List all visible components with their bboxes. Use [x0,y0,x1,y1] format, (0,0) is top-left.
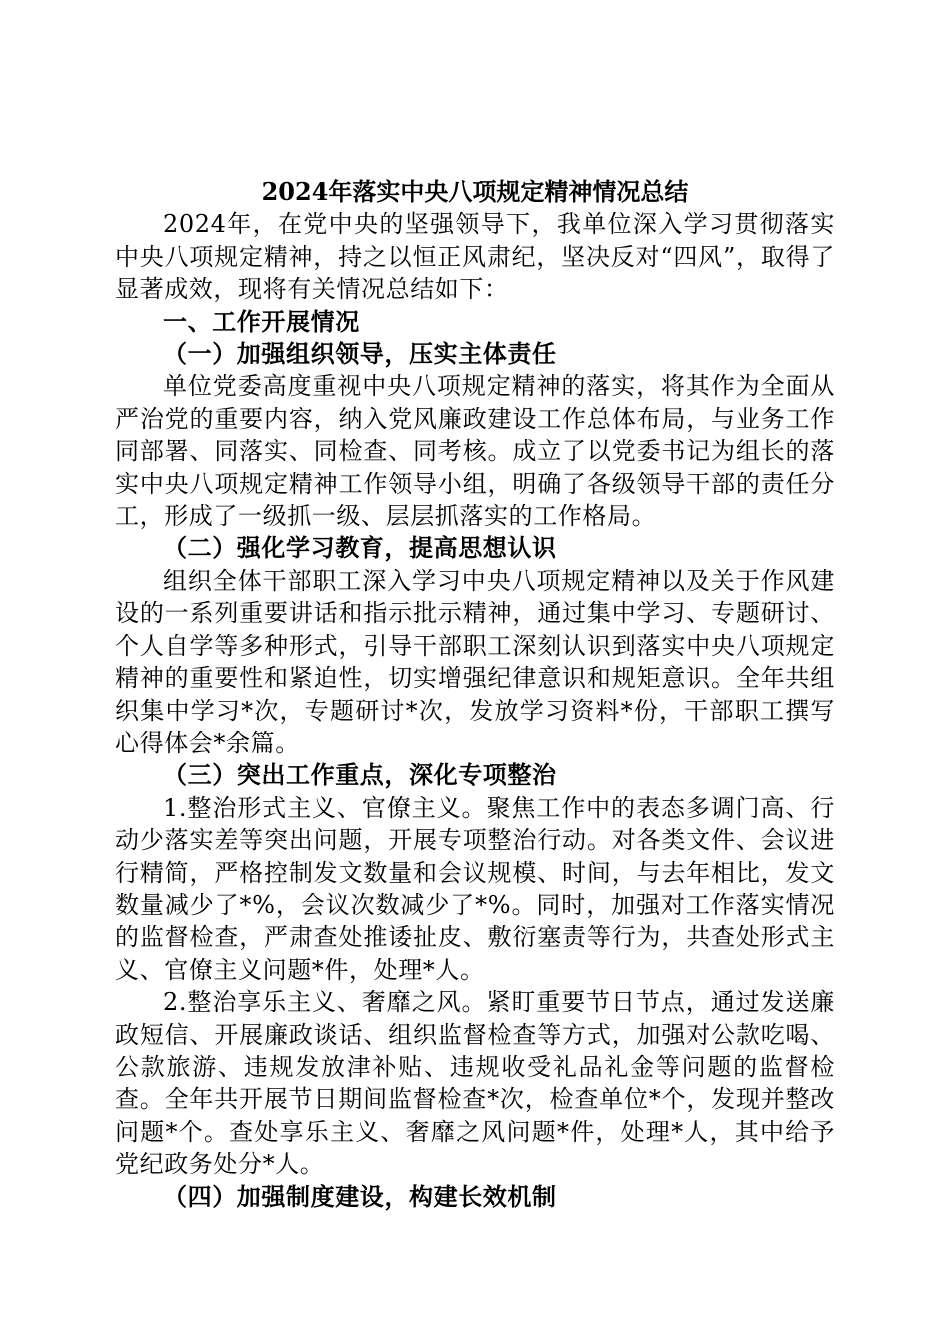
subsection-1-paragraph: 单位党委高度重视中央八项规定精神的落实，将其作为全面从严治党的重要内容，纳入党风廉政建设工作总体布局，与业务工作同部署、同落实、同检查、同考核。成立了以党委书记为组长的落实中央八项规定精神工作领导小组，明确了各级领导干部的责任分工，形成了一级抓一级、层层抓落实的工作格局。 [115,372,835,531]
subsection-heading-4: （四）加强制度建设，构建长效机制 [163,1182,557,1211]
subsection-heading-3: （三）突出工作重点，深化专项整治 [163,761,557,790]
subsection-2-paragraph: 组织全体干部职工深入学习中央八项规定精神以及关于作风建设的一系列重要讲话和指示批示精神，通过集中学习、专题研讨、个人自学等多种形式，引导干部职工深刻认识到落实中央八项规定精神的重要性和紧迫性，切实增强纪律意识和规矩意识。全年共组织集中学习*次，专题研讨*次，发放学习资料*份，干部职工撰写心得体会*余篇。 [115,566,835,757]
subsection-3-item-2: 2.整治享乐主义、奢靡之风。紧盯重要节日节点，通过发送廉政短信、开展廉政谈话、组织监督检查等方式，加强对公款吃喝、公款旅游、违规发放津补贴、违规收受礼品礼金等问题的监督检查。全年共开展节日期间监督检查*次，检查单位*个，发现并整改问题*个。查处享乐主义、奢靡之风问题*件，处理*人，其中给予党纪政务处分*人。 [115,988,835,1179]
subsection-3-item-1: 1.整治形式主义、官僚主义。聚焦工作中的表态多调门高、行动少落实差等突出问题，开展专项整治行动。对各类文件、会议进行精简，严格控制发文数量和会议规模、时间，与去年相比，发文数量减少了*%，会议次数减少了*%。同时，加强对工作落实情况的监督检查，严肃查处推诿扯皮、敷衍塞责等行为，共查处形式主义、官僚主义问题*件，处理*人。 [115,793,835,984]
subsection-heading-1: （一）加强组织领导，压实主体责任 [163,340,557,369]
subsection-heading-2: （二）强化学习教育，提高思想认识 [163,534,557,563]
document-body [115,176,835,1213]
document-title: 2024年落实中央八项规定精神情况总结 [261,177,689,206]
intro-paragraph: 2024年，在党中央的坚强领导下，我单位深入学习贯彻落实中央八项规定精神，持之以恒正风肃纪，坚决反对“四风”，取得了显著成效，现将有关情况总结如下： [115,210,835,304]
section-heading-1: 一、工作开展情况 [163,307,360,336]
